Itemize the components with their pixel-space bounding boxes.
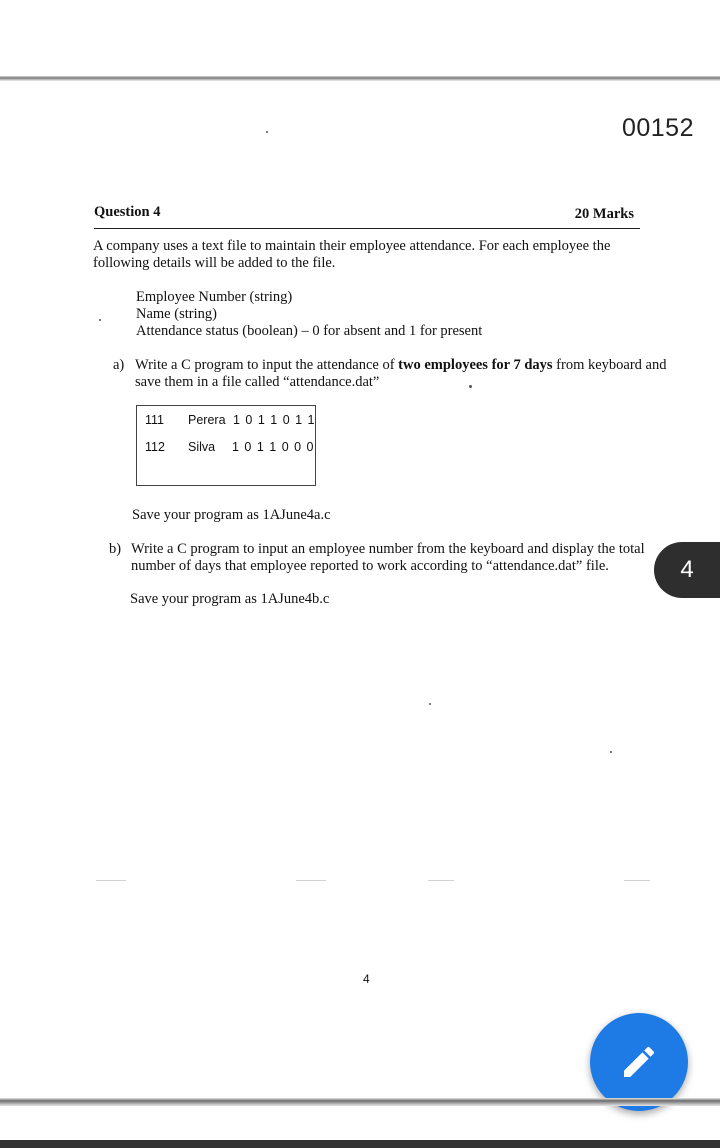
field-list — [136, 289, 482, 340]
scan-speck — [429, 703, 431, 705]
pencil-icon — [619, 1042, 659, 1082]
part-b-save-instruction: Save your program as 1AJune4b.c — [130, 591, 330, 607]
part-b-text: Write a C program to input an employee number from the keyboard and display the total number of days that employee reported to work according to “attendance.dat” file. — [131, 541, 645, 574]
scan-mark — [296, 880, 326, 881]
scan-speck — [99, 319, 101, 321]
sample-employee-name: Perera — [188, 413, 226, 427]
sample-attendance: 1 0 1 1 0 1 1 — [233, 413, 316, 427]
scan-mark — [624, 880, 650, 881]
part-a-text-start: Write a C program to input the attendance of — [135, 357, 399, 373]
part-a-text-bold: two employees for 7 days — [398, 357, 553, 373]
scan-speck — [610, 751, 612, 753]
scan-speck — [266, 131, 268, 133]
bottom-bar — [0, 1140, 720, 1148]
sample-employee-number: 112 — [145, 440, 165, 454]
page-footer-number: 4 — [363, 972, 370, 986]
field-item: Attendance status (boolean) – 0 for absent and 1 for present — [136, 323, 483, 339]
scan-mark — [428, 880, 454, 881]
sample-file-box — [136, 405, 316, 486]
part-b-letter: b) — [109, 541, 122, 557]
sample-employee-number: 111 — [145, 413, 165, 427]
scan-speck — [469, 385, 472, 388]
page-indicator-badge: 4 — [654, 542, 720, 598]
sample-employee-name: Silva — [188, 440, 216, 454]
part-a-text — [135, 357, 667, 391]
edit-button[interactable] — [590, 1013, 688, 1111]
scan-edge-top — [0, 76, 720, 81]
part-a-save-instruction: Save your program as 1AJune4a.c — [132, 507, 331, 523]
field-item: Employee Number (string) — [136, 289, 293, 305]
question-intro: A company uses a text file to maintain their employee attendance. For each employee the following details will be added to the file. — [93, 238, 611, 271]
scan-edge-bottom — [0, 1098, 720, 1106]
part-a-letter: a) — [113, 357, 125, 373]
question-title: Question 4 — [94, 204, 161, 220]
page-serial-number: 00152 — [621, 114, 694, 142]
scan-mark — [96, 880, 126, 881]
field-item: Name (string) — [136, 306, 217, 322]
question-marks: 20 Marks — [574, 206, 634, 222]
part-a-text-end: from keyboard and save them in a file called “attendance.dat” — [135, 357, 667, 390]
question-header — [94, 204, 640, 229]
sample-attendance: 1 0 1 1 0 0 0 — [232, 440, 315, 454]
